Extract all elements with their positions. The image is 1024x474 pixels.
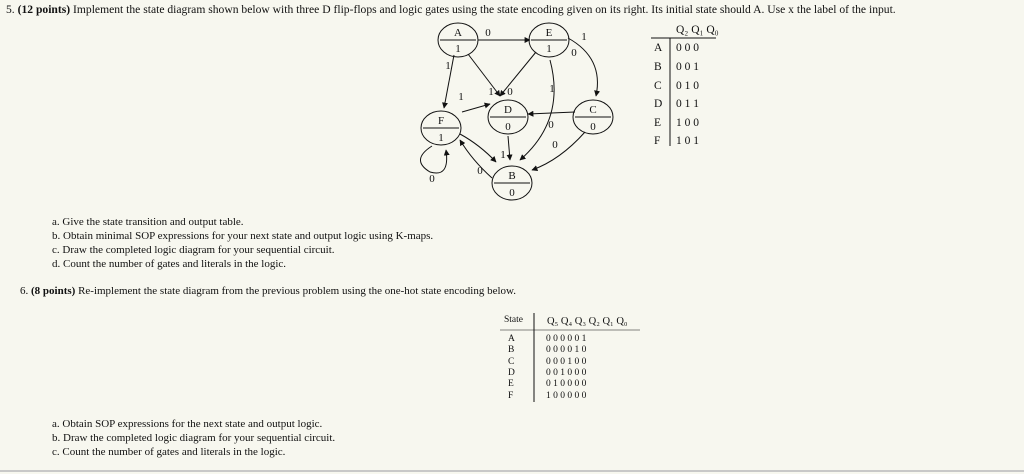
problem-6-number: 6.: [20, 285, 29, 297]
onehot-state: B: [508, 345, 515, 355]
onehot-code: 0 0 1 0 0 0: [546, 368, 587, 378]
edge-label: 0: [507, 86, 513, 98]
edge-label: 0: [552, 139, 558, 151]
edge-label: 1: [458, 91, 464, 103]
onehot-header: Q₅ Q₄ Q₃ Q₂ Q₁ Q₀: [547, 316, 628, 327]
onehot-code: 0 0 0 0 1 0: [546, 345, 587, 355]
encoding-header: Q₂ Q₁ Q₀: [676, 24, 719, 36]
state-e-name: E: [545, 27, 553, 39]
state-b-output: 0: [509, 187, 515, 199]
encoding-code: 0 1 0: [676, 80, 699, 92]
state-e-output: 1: [546, 43, 552, 55]
edge-f-self: [420, 146, 446, 173]
onehot-state: A: [508, 334, 515, 344]
state-a-output: 1: [455, 43, 461, 55]
onehot-code: 1 0 0 0 0 0: [546, 391, 587, 401]
encoding-code: 1 0 0: [676, 117, 699, 129]
state-c-name: C: [589, 104, 597, 116]
onehot-state: E: [508, 379, 514, 389]
problem-6-part-a: a. Obtain SOP expressions for the next state and output logic.: [52, 418, 323, 430]
problem-5-part-c: c. Draw the completed logic diagram for your sequential circuit.: [52, 244, 335, 256]
problem-6-statement: [20, 285, 516, 297]
encoding-code: 0 1 1: [676, 98, 699, 110]
edge-label: 0: [548, 119, 554, 131]
encoding-state: F: [654, 135, 661, 147]
problem-5-part-a: a. Give the state transition and output table.: [52, 216, 244, 228]
edge-b-f: [460, 140, 492, 178]
encoding-state: C: [654, 80, 662, 92]
encoding-state: B: [654, 61, 662, 73]
edge-label: 0: [429, 173, 435, 185]
problem-6-part-b: b. Draw the completed logic diagram for your sequential circuit.: [52, 432, 336, 444]
state-d-name: D: [504, 104, 512, 116]
edge-e-b: [520, 60, 554, 160]
state-f-name: F: [437, 115, 445, 127]
edge-label: 0: [485, 27, 491, 39]
onehot-code: 0 1 0 0 0 0: [546, 379, 587, 389]
onehot-state-header: State: [504, 315, 523, 325]
state-f-output: 1: [438, 132, 444, 144]
edge-label: 1: [500, 149, 506, 161]
edge-a-d: [468, 54, 500, 96]
problem-6-text: Re-implement the state diagram from the previous problem using the one-hot state encoding below.: [78, 285, 517, 297]
edge-label: 1: [488, 86, 494, 98]
problem-5-part-b: b. Obtain minimal SOP expressions for your next state and output logic using K-maps.: [52, 230, 434, 242]
encoding-state: A: [654, 42, 663, 54]
problem-5-part-d: d. Count the number of gates and literals in the logic.: [52, 258, 287, 270]
state-a-name: A: [454, 27, 462, 39]
encoding-state: D: [654, 98, 663, 110]
state-b-name: B: [508, 170, 516, 182]
onehot-state: D: [508, 368, 515, 378]
problem-5-points: (12 points): [17, 3, 71, 16]
onehot-code: 0 0 0 1 0 0: [546, 357, 587, 367]
problem-5-number: 5.: [6, 3, 15, 16]
encoding-state: E: [654, 117, 662, 129]
problem-6-points: (8 points): [31, 285, 76, 297]
edge-label: 1: [445, 60, 451, 72]
encoding-code: 0 0 0: [676, 42, 699, 54]
encoding-code: 1 0 1: [676, 135, 699, 147]
edge-label: 0: [477, 165, 483, 177]
bottom-divider: [0, 470, 1024, 472]
edge-label: 1: [549, 83, 555, 95]
state-d-output: 0: [505, 121, 511, 133]
edge-label: 0: [571, 47, 577, 59]
onehot-code: 0 0 0 0 0 1: [546, 334, 587, 344]
onehot-state: F: [508, 391, 514, 401]
edge-f-d: [462, 104, 490, 112]
state-c-output: 0: [590, 121, 596, 133]
problem-6-part-c: c. Count the number of gates and literals in the logic.: [52, 446, 286, 458]
edge-e-d: [500, 52, 536, 96]
onehot-state: C: [508, 357, 515, 367]
problem-5-text: Implement the state diagram shown below with three D flip-flops and logic gates using the state encoding given on its right. Its initial state should A. Use x the label of the input.: [73, 3, 896, 16]
encoding-code: 0 0 1: [676, 61, 699, 73]
edge-d-b: [508, 136, 510, 160]
edge-label: 1: [581, 31, 587, 43]
